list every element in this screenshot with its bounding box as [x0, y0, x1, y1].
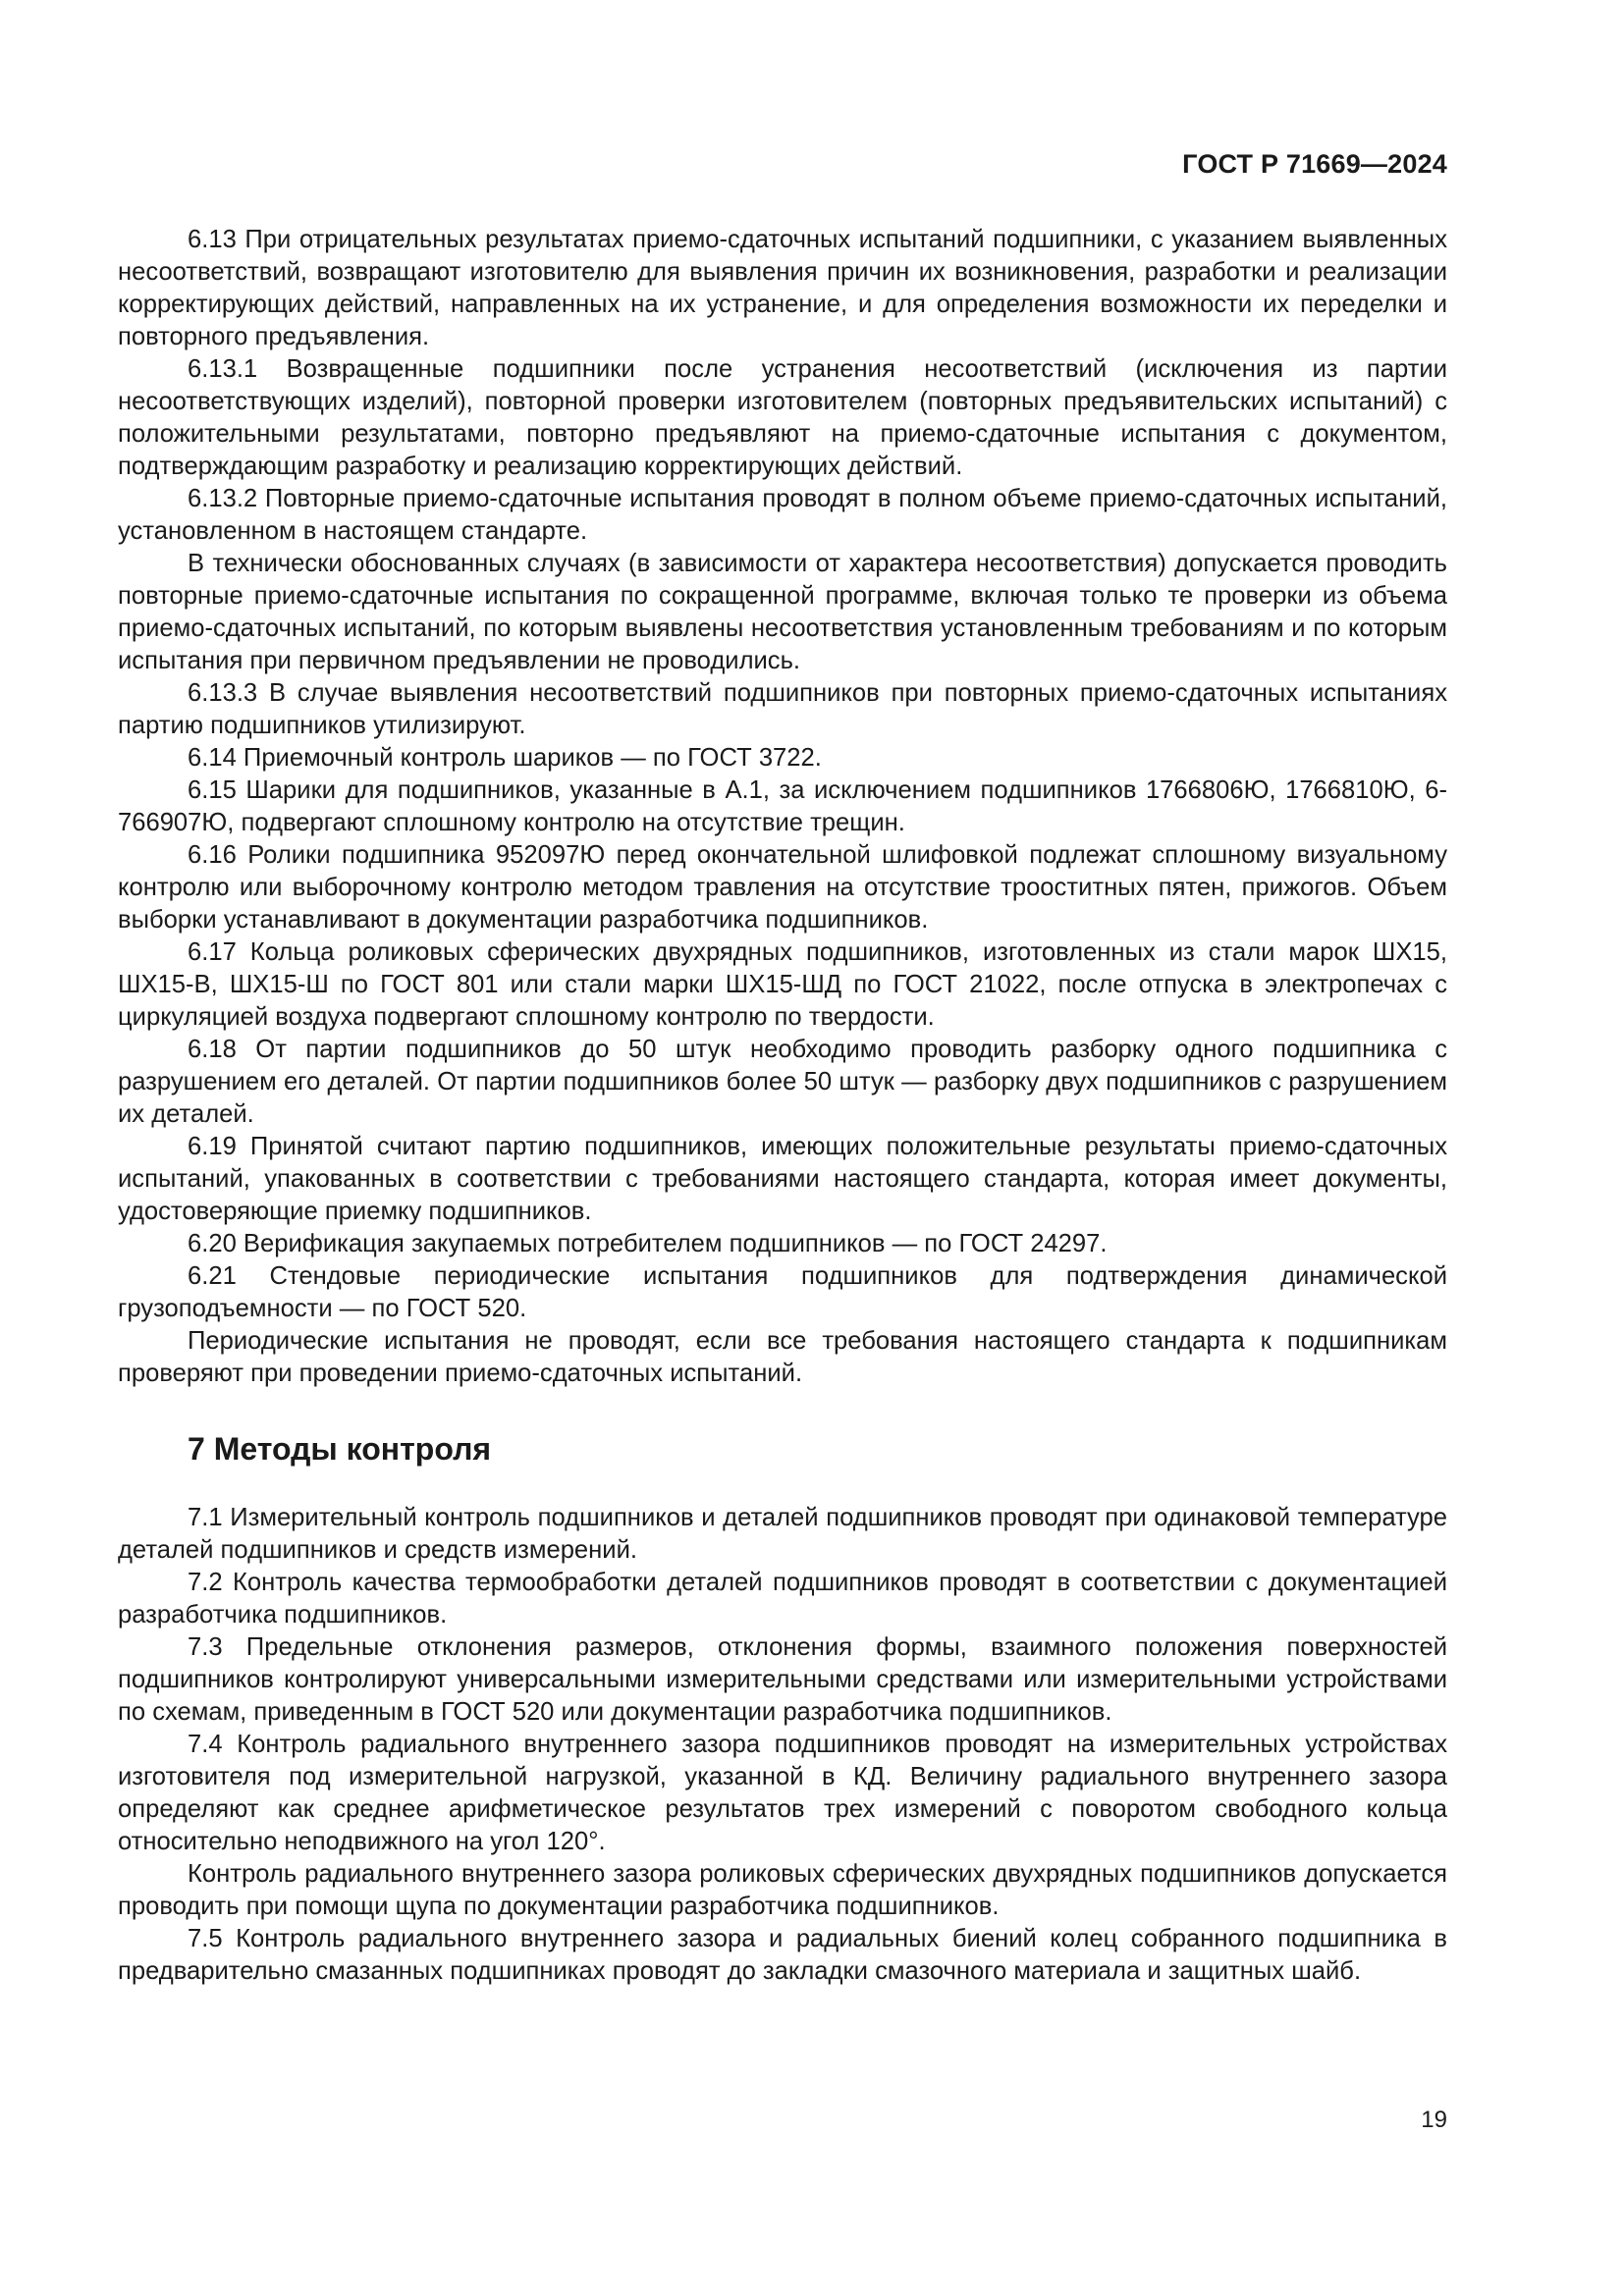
paragraph-7-1: 7.1 Измерительный контроль подшипников и деталей подшипников проводят при одинаковой температуре деталей подшипников и средств измерений.	[118, 1504, 1447, 1564]
page-content	[118, 224, 1447, 1988]
page-number: 19	[1421, 2107, 1447, 2133]
paragraph-6-15: 6.15 Шарики для подшипников, указанные в А.1, за исключением подшипников 1766806Ю, 1766810Ю, 6-766907Ю, подвергают сплошному контролю на отсутствие трещин.	[118, 776, 1447, 836]
paragraph-6-20: 6.20 Верификация закупаемых потребителем подшипников — по ГОСТ 24297.	[188, 1230, 1108, 1257]
paragraph-7-2: 7.2 Контроль качества термообработки деталей подшипников проводят в соответствии с документацией разработчика подшипников.	[118, 1569, 1447, 1629]
paragraph-7-4-note: Контроль радиального внутреннего зазора роликовых сферических двухрядных подшипников допускается проводить при помощи щупа по документации разработчика подшипников.	[118, 1860, 1447, 1920]
paragraph-7-3: 7.3 Предельные отклонения размеров, отклонения формы, взаимного положения поверхностей подшипников контролируют универсальными измерительными средствами или измерительными устройствами по схемам, приведенным в ГОСТ 520 или документации разработчика подшипников.	[118, 1633, 1447, 1726]
section-7-title: 7 Методы контроля	[188, 1431, 492, 1467]
paragraph-6-21: 6.21 Стендовые периодические испытания подшипников для подтверждения динамической грузоподъемности — по ГОСТ 520.	[118, 1262, 1447, 1322]
paragraph-6-16: 6.16 Ролики подшипника 952097Ю перед окончательной шлифовкой подлежат сплошному визуальному контролю или выборочному контролю методом травления на отсутствие трооститных пятен, прижогов. Объем выборки устанавливают в документации разработчика подшипников.	[118, 841, 1447, 934]
paragraph-6-17: 6.17 Кольца роликовых сферических двухрядных подшипников, изготовленных из стали марок ШХ15, ШХ15-В, ШХ15-Ш по ГОСТ 801 или стали марки ШХ15-ШД по ГОСТ 21022, после отпуска в электропечах с циркуляцией воздуха подвергают сплошному контролю по твердости.	[118, 938, 1447, 1031]
paragraph-7-4: 7.4 Контроль радиального внутреннего зазора подшипников проводят на измерительных устройствах изготовителя под измерительной нагрузкой, указанной в КД. Величину радиального внутреннего зазора определяют как среднее арифметическое результатов трех измерений с поворотом свободного кольца относительно неподвижного на угол 120°.	[118, 1731, 1447, 1855]
paragraph-6-14: 6.14 Приемочный контроль шариков — по ГОСТ 3722.	[188, 744, 822, 772]
document-code-header: ГОСТ Р 71669—2024	[1182, 149, 1447, 179]
paragraph-6-19: 6.19 Принятой считают партию подшипников, имеющих положительные результаты приемо-сдаточных испытаний, упакованных в соответствии с требованиями настоящего стандарта, которая имеет документы, удостоверяющие приемку подшипников.	[118, 1133, 1447, 1225]
paragraph-6-18: 6.18 От партии подшипников до 50 штук необходимо проводить разборку одного подшипника с разрушением его деталей. От партии подшипников более 50 штук — разборку двух подшипников с разрушением их деталей.	[118, 1036, 1447, 1128]
paragraph-6-13-2: 6.13.2 Повторные приемо-сдаточные испытания проводят в полном объеме приемо-сдаточных испытаний, установленном в настоящем стандарте.	[118, 485, 1447, 545]
paragraph-6-13-3: 6.13.3 В случае выявления несоответствий подшипников при повторных приемо-сдаточных испытаниях партию подшипников утилизируют.	[118, 679, 1447, 739]
paragraph-6-13-1: 6.13.1 Возвращенные подшипники после устранения несоответствий (исключения из партии несоответствующих изделий), повторной проверки изготовителем (повторных предъявительских испытаний) с положительными результатами, повторно предъявляют на приемо-сдаточные испытания с документом, подтверждающим разработку и реализацию корректирующих действий.	[118, 355, 1447, 480]
paragraph-7-5: 7.5 Контроль радиального внутреннего зазора и радиальных биений колец собранного подшипника в предварительно смазанных подшипниках проводят до закладки смазочного материала и защитных шайб.	[118, 1925, 1447, 1985]
paragraph-6-13-2-note: В технически обоснованных случаях (в зависимости от характера несоответствия) допускается проводить повторные приемо-сдаточные испытания по сокращенной программе, включая только те проверки из объема приемо-сдаточных испытаний, по которым выявлены несоответствия установленным требованиям и по которым испытания при первичном предъявлении не проводились.	[118, 550, 1447, 674]
paragraph-6-13: 6.13 При отрицательных результатах приемо-сдаточных испытаний подшипники, с указанием выявленных несоответствий, возвращают изготовителю для выявления причин их возникновения, разработки и реализации корректирующих действий, направленных на их устранение, и для определения возможности их переделки и повторного предъявления.	[118, 226, 1447, 350]
paragraph-6-21-note: Периодические испытания не проводят, если все требования настоящего стандарта к подшипникам проверяют при проведении приемо-сдаточных испытаний.	[118, 1327, 1447, 1387]
